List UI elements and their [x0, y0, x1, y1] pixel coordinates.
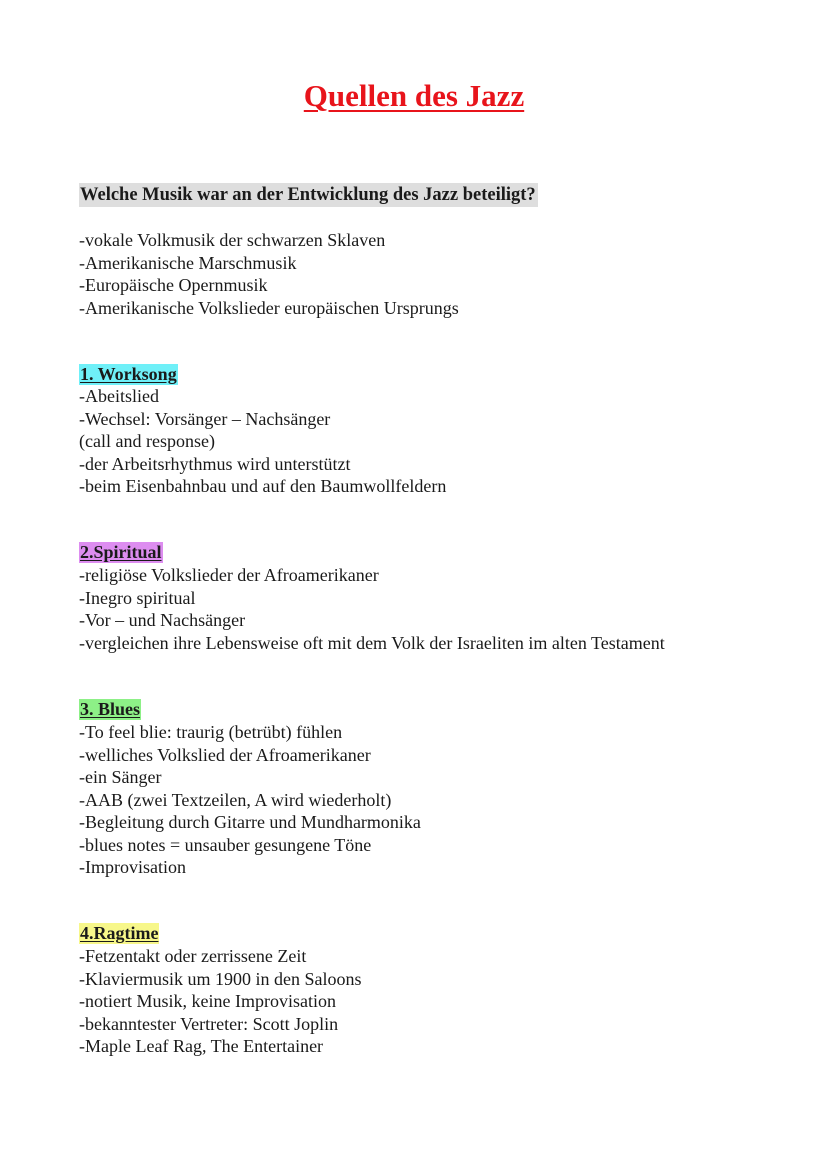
list-item: -notiert Musik, keine Improvisation [79, 991, 336, 1011]
section-list-ragtime [79, 945, 361, 1058]
list-item: -vergleichen ihre Lebensweise oft mit dem Volk der Israeliten im alten Testament [79, 632, 665, 653]
guiding-question: Welche Musik war an der Entwicklung des Jazz beteiligt? [80, 185, 536, 205]
intro-list [79, 229, 459, 319]
list-item: -welliches Volkslied der Afroamerikaner [79, 744, 371, 765]
list-item: -religiöse Volkslieder der Afroamerikaner [79, 565, 379, 585]
list-item: -Inegro spiritual [79, 587, 196, 608]
list-item: -Abeitslied [79, 386, 159, 406]
section-heading-spiritual: 2.Spiritual [80, 542, 162, 562]
list-item: -Vor – und Nachsänger [79, 610, 246, 630]
page-title: Quellen des Jazz [303, 78, 525, 113]
section-heading-blues: 3. Blues [80, 699, 141, 719]
list-item: -Europäische Opernmusik [79, 275, 268, 295]
list-item: -Wechsel: Vorsänger – Nachsänger [79, 408, 331, 429]
section-heading-ragtime: 4.Ragtime [80, 923, 159, 943]
list-item: -ein Sänger [79, 767, 162, 787]
list-item: -Klaviermusik um 1900 in den Saloons [79, 968, 362, 989]
list-item: -Fetzentakt oder zerrissene Zeit [79, 946, 307, 966]
list-item: -Amerikanische Volkslieder europäischen Ursprungs [79, 297, 459, 318]
list-item: -AAB (zwei Textzeilen, A wird wiederholt) [79, 789, 392, 810]
list-item: (call and response) [79, 431, 215, 451]
list-item: -blues notes = unsauber gesungene Töne [79, 834, 372, 855]
section-heading-worksong: 1. Worksong [80, 364, 177, 384]
section-list-blues [79, 721, 421, 879]
list-item: -Amerikanische Marschmusik [79, 252, 297, 273]
list-item: -der Arbeitsrhythmus wird unterstützt [79, 453, 351, 474]
section-list-spiritual [79, 564, 665, 654]
list-item: -To feel blie: traurig (betrübt) fühlen [79, 722, 343, 742]
list-item: -Improvisation [79, 857, 186, 877]
list-item: -bekanntester Vertreter: Scott Joplin [79, 1013, 339, 1034]
list-item: -beim Eisenbahnbau und auf den Baumwollfeldern [79, 476, 447, 496]
list-item: -Begleitung durch Gitarre und Mundharmonika [79, 812, 421, 832]
list-item: -Maple Leaf Rag, The Entertainer [79, 1036, 324, 1056]
list-item: -vokale Volkmusik der schwarzen Sklaven [79, 230, 386, 250]
section-list-worksong [79, 385, 446, 498]
